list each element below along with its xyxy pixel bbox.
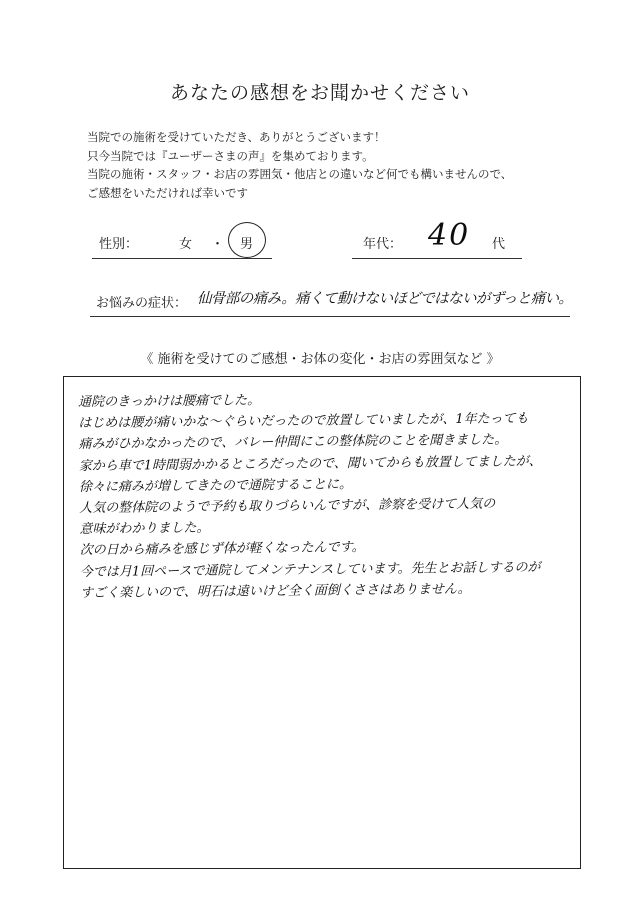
intro-line: 当院での施術を受けていただき、ありがとうございます！ — [87, 130, 386, 144]
comment-line: はじめは腰が痛いかな〜ぐらいだったので放置していましたが、1年たっても — [78, 411, 529, 432]
comment-section-heading: 《 施術を受けてのご感想・お体の変化・お店の雰囲気など 》 — [140, 352, 500, 367]
gender-underline — [92, 258, 272, 259]
comment-line: すごく楽しいので、明石は遠いけど全く面倒くささはありません。 — [80, 581, 471, 601]
age-label: 年代： — [363, 237, 403, 252]
gender-selected-circle — [228, 222, 266, 258]
intro-line: ご感想をいただければ幸いです — [87, 185, 248, 200]
symptom-label: お悩みの症状： — [96, 296, 188, 311]
symptom-underline — [90, 316, 570, 317]
gender-option-male: 男 — [240, 237, 254, 252]
comment-line: 徐々に痛みが増してきたので通院することに。 — [78, 476, 353, 495]
gender-label: 性別： — [99, 237, 139, 252]
comment-line: 今では月1回ペースで通院してメンテナンスしています。先生とお話しするのが — [79, 559, 541, 580]
intro-line: 只今当院では『ユーザーさまの声』を集めております。 — [87, 148, 374, 163]
gender-separator: ・ — [211, 237, 225, 252]
handwritten-comment — [78, 387, 580, 604]
comment-line: 家から車で1時間弱かかるところだったので、聞いてからも放置してましたが、 — [78, 453, 542, 474]
intro-text — [87, 128, 587, 202]
comment-line: 意味がわかりました。 — [79, 520, 210, 538]
form-title: あなたの感想をお聞かせください — [169, 82, 470, 104]
intro-line: 当院の施術・スタッフ・お店の雰囲気・他店との違いなど何でも構いませんので、 — [87, 167, 513, 181]
comment-line: 次の日から痛みを感じず体が軽くなったんです。 — [79, 540, 365, 559]
age-underline — [352, 258, 522, 259]
comment-line: 通院のきっかけは腰痛でした。 — [78, 393, 261, 410]
comment-line: 痛みがひかなかったので、バレー仲間にこの整体院のことを聞きました。 — [78, 432, 508, 453]
age-suffix: 代 — [492, 237, 506, 252]
comment-line: 人気の整体院のようで予約も取りづらいんですが、診察を受けて人気の — [79, 496, 496, 517]
symptom-value: 仙骨部の痛み。痛くて動けないほどではないがずっと痛い。 — [197, 291, 573, 307]
gender-option-female: 女 — [179, 237, 193, 252]
age-value: 40 — [428, 218, 471, 253]
